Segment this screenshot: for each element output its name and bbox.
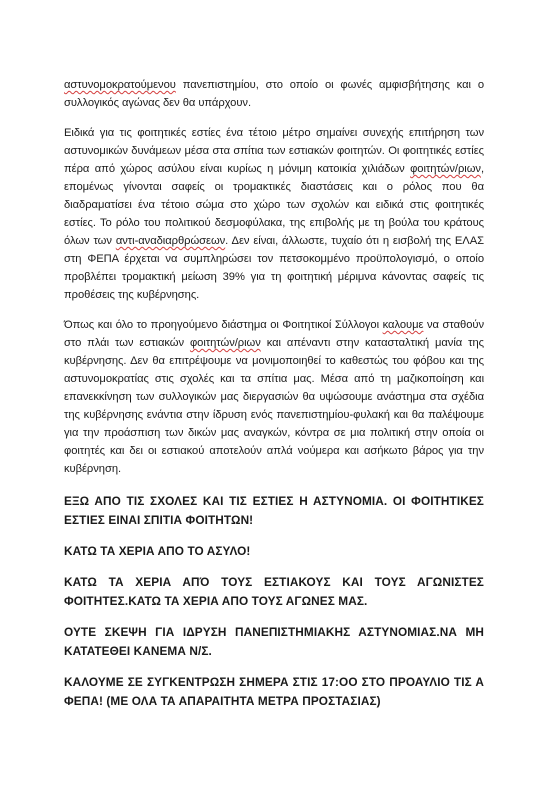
slogan-asylum: ΚΑΤΩ ΤΑ ΧΕΡΙΑ ΑΠΟ ΤΟ ΑΣΥΛΟ!: [64, 544, 251, 558]
paragraph-3: [64, 316, 484, 478]
document-content: [64, 76, 484, 711]
slogan-hands-off-students: ΚΑΤΩ ΤΑ ΧΕΡΙΑ ΑΠΌ ΤΟΥΣ ΕΣΤΙΑΚΟΥΣ ΚΑΙ ΤΟΥΣ ΑΓΩΝΙΣΤΕΣ ΦΟΙΤΗΤΕΣ.ΚΑΤΩ ΤΑ ΧΕΡΙΑ ΑΠΟ ΤΟΥΣ ΑΓΩΝΕΣ ΜΑΣ.: [64, 575, 484, 608]
paragraph-text: πανεπιστημίου, στο οποίο οι φωνές αμφισβήτησης και ο συλλογικός αγώνας δεν θα υπάρχουν.: [64, 79, 484, 109]
paragraph-text: να σταθούν στο πλάι των εστιακών: [64, 319, 484, 349]
paragraph-text: , επομένως γίνονται σαφείς οι τρομακτικές διαστάσεις και ο ρόλος που θα διαδραματίσει ένα τέτοιο σώμα στο χώρο των σχολών και ειδικά στις φοιτητικές εστίες. Το ρόλο του πολιτικού δεσμοφύλακα, της επιβολής με τη βούλα του κράτους όλων των: [64, 163, 484, 247]
slogan-no-university-police: ΟΥΤΕ ΣΚΕΨΗ ΓΙΑ ΙΔΡΥΣΗ ΠΑΝΕΠΙΣΤΗΜΙΑΚΗΣ ΑΣΤΥΝΟΜΙΑΣ.ΝΑ ΜΗ ΚΑΤΑΤΕΘΕΙ ΚΑΝΕΜΑ Ν/Σ.: [64, 625, 484, 658]
flagged-word: καλουμε: [382, 319, 424, 331]
flagged-word: φοιτητών/ριων: [189, 337, 261, 349]
slogan-police-out: ΕΞΩ ΑΠΟ ΤΙΣ ΣΧΟΛΕΣ ΚΑΙ ΤΙΣ ΕΣΤΙΕΣ Η ΑΣΤΥΝΟΜΙΑ. ΟΙ ΦΟΙΤΗΤΙΚΕΣ ΕΣΤΙΕΣ ΕΙΝΑΙ ΣΠΙΤΙΑ ΦΟΙΤΗΤΩΝ!: [64, 494, 484, 527]
flagged-word: αντι-αναδιαρθρώσεων: [115, 235, 226, 247]
flagged-word: φοιτητών/ριων: [410, 163, 481, 175]
paragraph-2: [64, 124, 484, 304]
flagged-word: αστυνομοκρατούμενου: [64, 79, 176, 91]
slogan-gathering-call: ΚΑΛΟΥΜΕ ΣΕ ΣΥΓΚΕΝΤΡΩΣΗ ΣΗΜΕΡΑ ΣΤΙΣ 17:ΟΟ ΣΤΟ ΠΡΟΑΥΛΙΟ ΤΙΣ Α ΦΕΠΑ! (ΜΕ ΟΛΑ ΤΑ ΑΠΑΡΑΙΤΗΤΑ ΜΕΤΡΑ ΠΡΟΣΤΑΣΙΑΣ): [64, 675, 484, 708]
paragraph-text: και απέναντι στην κατασταλτική μανία της κυβέρνησης. Δεν θα επιτρέψουμε να μονιμοποιηθεί το καθεστώς του φόβου και της αστυνομοκρατίας στις σχολές και τα σπίτια μας. Μέσα από τη μαζικοποίηση και επανεκκίνηση των συλλογικών μας διεργασιών θα υψώσουμε ανάστημα στα σχέδια της κυβέρνησης ενάντια στην ίδρυση ενός πανεπιστημίου-φυλακή και θα παλέψουμε για την προάσπιση των δικών μας αναγκών, κόντρα σε μια πολιτική στην οποία οι φοιτητές και δει οι εστιακού αποτελούν απλά νούμερα και ασήκωτο βάρος για την κυβέρνηση.: [64, 337, 484, 475]
paragraph-1: [64, 76, 484, 112]
paragraph-text: . Δεν είναι, άλλωστε, τυχαίο ότι η εισβολή της ΕΛΑΣ στη ΦΕΠΑ έρχεται να συμπληρώσει τον πετσοκομμένο προϋπολογισμό, ο οποίο προβλέπει τρομακτική μείωση 39% για τη φοιτητική μέριμνα κάνοντας σαφείς τις προθέσεις της κυβέρνησης.: [64, 235, 484, 301]
paragraph-text: Όπως και όλο το προηγούμενο διάστημα οι Φοιτητικοί Σύλλογοι: [64, 319, 383, 331]
paragraph-text: Ειδικά για τις φοιτητικές εστίες ένα τέτοιο μέτρο σημαίνει συνεχής επιτήρηση των αστυνομικών δυνάμεων μέσα στα σπίτια των εστιακών φοιτητών. Οι φοιτητικές εστίες πέρα από χώρος ασύλου είναι κυρίως η μόνιμη κατοικία χιλιάδων: [64, 127, 484, 175]
